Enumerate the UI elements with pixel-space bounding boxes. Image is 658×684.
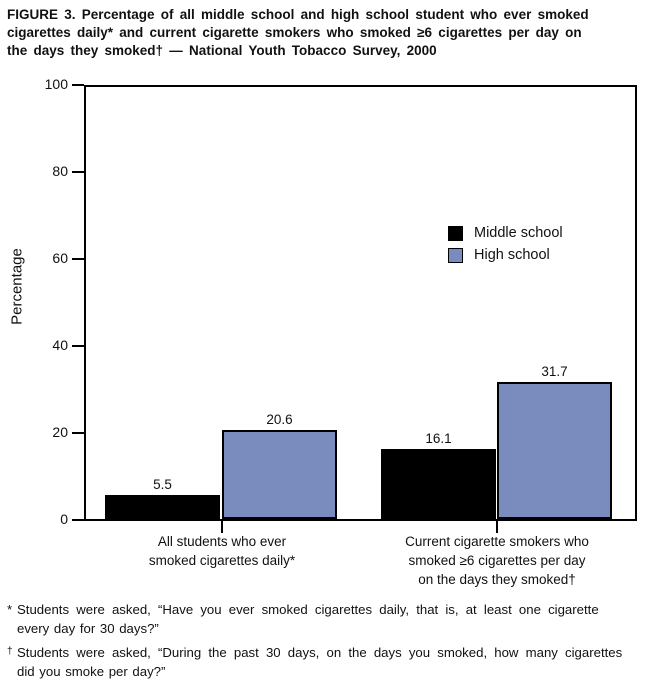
category-label-line: smoked cigarettes daily* xyxy=(148,553,296,568)
y-axis-tick xyxy=(72,345,84,347)
bar-high-school-group-1 xyxy=(222,412,337,519)
y-axis-title: Percentage xyxy=(8,248,26,325)
bar-high-school-group-2 xyxy=(497,364,612,519)
category-label-line: smoked ≥6 cigarettes per day xyxy=(408,553,586,568)
category-label-line: Current cigarette smokers who xyxy=(405,534,589,549)
y-axis-tick xyxy=(72,519,84,521)
y-axis-tick xyxy=(72,171,84,173)
bar-value-label: 16.1 xyxy=(425,431,452,446)
x-axis-tick-group-1 xyxy=(221,519,223,533)
category-label-group-2 xyxy=(347,532,647,589)
bar-value-label: 5.5 xyxy=(153,477,172,492)
y-axis-tick xyxy=(72,432,84,434)
legend-label-high-school: High school xyxy=(474,247,550,263)
footnote-dagger xyxy=(7,643,653,681)
footnote-text-line: Students were asked, “During the past 30 days, on the days you smoked, how many cigarettes xyxy=(17,645,623,660)
y-tick-label-80: 80 xyxy=(52,163,68,179)
y-tick-label-60: 60 xyxy=(52,250,68,266)
footnote-text-line: every day for 30 days?” xyxy=(17,620,159,636)
legend-swatch-high-school-icon xyxy=(448,248,463,263)
dagger-marker: † xyxy=(7,646,13,657)
bar-value-label: 31.7 xyxy=(541,364,568,379)
y-tick-label-100: 100 xyxy=(44,76,68,92)
legend-row-middle-school xyxy=(448,222,563,244)
footnotes xyxy=(7,601,653,684)
category-label-line: All students who ever xyxy=(157,534,287,549)
legend-swatch-middle-school-icon xyxy=(448,226,463,241)
category-label-group-1 xyxy=(72,532,372,570)
asterisk-marker: * xyxy=(7,602,13,617)
legend xyxy=(448,222,563,266)
legend-row-high-school xyxy=(448,244,563,266)
plot-area xyxy=(84,85,637,521)
footnote-asterisk xyxy=(7,601,653,638)
category-label-line: on the days they smoked† xyxy=(418,572,576,587)
figure-title-line-3: the days they smoked† — National Youth Tobacco Survey, 2000 xyxy=(7,43,437,58)
footnote-text-line: Students were asked, “Have you ever smoked cigarettes daily, that is, at least one cigarette xyxy=(17,602,599,617)
figure-title-line-1: FIGURE 3. Percentage of all middle school and high school student who ever smoked xyxy=(7,7,589,22)
y-axis-tick xyxy=(72,258,84,260)
y-tick-label-40: 40 xyxy=(52,337,68,353)
figure-title xyxy=(7,6,589,60)
y-tick-label-0: 0 xyxy=(60,511,68,527)
footnote-text-line: did you smoke per day?” xyxy=(17,663,166,679)
figure-title-line-2: cigarettes daily* and current cigarette smokers who smoked ≥6 cigarettes per day on xyxy=(7,25,582,40)
legend-label-middle-school: Middle school xyxy=(474,225,563,241)
bar-middle-school-group-2 xyxy=(381,431,496,519)
y-axis-tick xyxy=(72,84,84,86)
x-axis-tick-group-2 xyxy=(496,519,498,533)
bar-middle-school-group-1 xyxy=(105,477,220,519)
bar-value-label: 20.6 xyxy=(266,412,293,427)
y-tick-label-20: 20 xyxy=(52,424,68,440)
